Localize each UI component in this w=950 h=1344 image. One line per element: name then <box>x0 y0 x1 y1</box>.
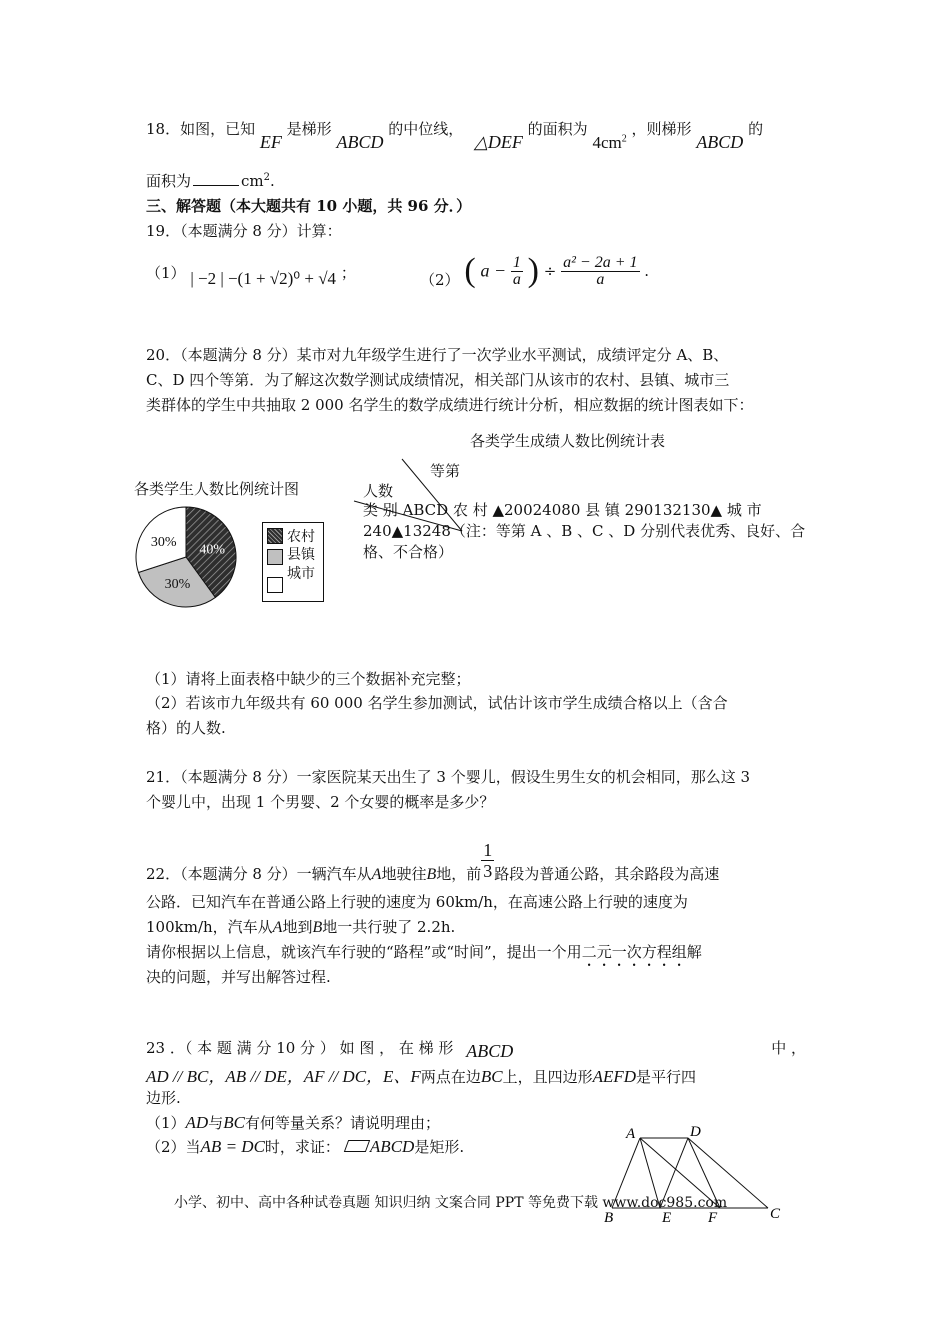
q18-line2 <box>146 170 275 191</box>
q22-point-b: B <box>426 865 437 883</box>
q23-line1 <box>146 1037 806 1061</box>
label-c: C <box>770 1206 781 1222</box>
label-d: D <box>690 1124 701 1140</box>
q22-fraction <box>481 840 494 881</box>
q22-line1 <box>146 840 719 886</box>
q22-text: 100km/h，汽车从 <box>146 918 273 936</box>
label-e: E <box>662 1210 672 1226</box>
q19-frac1-den: a <box>512 270 521 288</box>
pie-slice-label: 30% <box>164 577 191 593</box>
q22-text: 地，前 <box>436 864 482 883</box>
q18-answer-blank[interactable] <box>193 185 239 186</box>
q19-part1 <box>146 262 356 288</box>
q21-line2: 个婴儿中，出现 1 个男婴、2 个女婴的概率是多少？ <box>146 793 495 811</box>
q18-text: 面积为 <box>146 172 192 190</box>
q23-line2 <box>146 1062 696 1087</box>
q18-text: 的中位线， <box>388 120 464 138</box>
header-grade: 等第 <box>430 462 461 480</box>
q18-unit: cm <box>241 172 264 190</box>
q22-line5: 决的问题，并写出解答过程. <box>146 968 331 986</box>
q19-paren-right: ) <box>527 252 539 289</box>
q18-area-value: 4cm <box>592 133 622 152</box>
q18-math-abcd: ABCD <box>336 132 384 152</box>
q23-text: （1） <box>146 1114 186 1132</box>
q22-text: 地到 <box>282 918 313 936</box>
label-f: F <box>708 1210 718 1226</box>
legend-swatch-rural <box>267 528 283 544</box>
legend-label-county: 县镇 <box>287 547 315 563</box>
parallelogram-icon <box>344 1140 370 1152</box>
q22-text: 请你根据以上信息，就该汽车行驶的“路程”或“时间”，提出一个用 <box>146 943 582 961</box>
q20-sub1: （1）请将上面表格中缺少的三个数据补充完整； <box>146 670 471 688</box>
q18-line1 <box>146 118 763 158</box>
q22-frac-den: 3 <box>483 861 493 881</box>
q18-text: 是梯形 <box>286 120 332 138</box>
label-b: B <box>604 1210 614 1226</box>
q18-math-abcd2: ABCD <box>696 132 744 152</box>
q23-text: 与 <box>208 1114 224 1132</box>
pie-slice-label: 40% <box>199 542 225 558</box>
q18-text: ，则梯形 <box>631 120 692 138</box>
table-title: 各类学生成绩人数比例统计表 <box>470 432 666 450</box>
q22-text: 解 <box>686 943 702 961</box>
q23-part1 <box>146 1112 440 1133</box>
pie-legend <box>262 522 324 602</box>
q20-line3: 类群体的学生中共抽取 2 000 名学生的数学成绩进行统计分析，相应数据的统计图表如下： <box>146 396 754 414</box>
q19-p1-label: （1） <box>146 264 186 282</box>
legend-swatch-county <box>267 549 283 565</box>
q19-title: 19．（本题满分 8 分）计算： <box>146 222 342 240</box>
q22-text: 22．（本题满分 8 分）一辆汽车从 <box>146 864 372 883</box>
q22-point-a2: A <box>272 919 283 936</box>
q23-part2 <box>146 1136 464 1157</box>
q18-text: 的面积为 <box>527 120 588 138</box>
q22-text: 地一共行驶了 2.2h. <box>322 918 456 936</box>
q23-math-aefd: AEFD <box>592 1067 637 1086</box>
legend-swatch-city <box>267 577 283 593</box>
pie-chart <box>134 505 244 610</box>
q22-line3 <box>146 916 455 937</box>
q23-text: 23 ．（ 本 题 满 分 10 分 ） 如 图 ， 在 梯 形 <box>146 1039 454 1057</box>
pie-slice-label: 30% <box>150 534 177 550</box>
q18-area-sup: 2 <box>621 133 627 145</box>
table-content: 类 别 ABCD 农 村 ▲20024080 县 镇 290132130▲ 城 市 240▲13248（注：等第 A 、B 、C 、D 分别代表优秀、良好、合格、不合格） <box>363 501 806 561</box>
q18-text: 的 <box>748 120 764 138</box>
pie-title: 各类学生人数比例统计图 <box>134 480 300 498</box>
q23-text: 是矩形. <box>414 1138 465 1156</box>
q20-line1: 20．（本题满分 8 分）某市对九年级学生进行了一次学业水平测试，成绩评定分 A、B、 <box>146 346 729 364</box>
q23-math-bc: BC <box>480 1067 503 1086</box>
q22-text: 地驶往 <box>381 864 427 883</box>
q22-frac-num: 1 <box>483 840 493 860</box>
q23-line3: 边形. <box>146 1089 181 1107</box>
q23-text: 两点在边 <box>420 1068 481 1086</box>
legend-label-city: 城市 <box>287 566 315 582</box>
q19-frac1-num: 1 <box>512 253 521 271</box>
q23-text: 是平行四 <box>636 1068 697 1086</box>
q19-p2-end: . <box>644 262 650 280</box>
q19-p2-a: a − <box>480 260 507 281</box>
q23-text: 有何等量关系？请说明理由； <box>244 1114 440 1132</box>
q22-emphasis: 二元一次方程组 <box>581 943 687 961</box>
q18-unit-sup: 2 <box>263 172 271 183</box>
q18-math-def: △DEF <box>474 132 523 152</box>
footer-watermark: 小学、初中、高中各种试卷真题 知识归纳 文案合同 PPT 等免费下载 www.doc985.com <box>174 1195 728 1211</box>
q19-frac2-num: a² − 2a + 1 <box>563 253 638 271</box>
q19-frac2-den: a <box>596 270 605 288</box>
q22-text: 路段为普通公路，其余路段为高速 <box>494 864 720 883</box>
label-a: A <box>626 1126 636 1142</box>
q23-text: （2）当 <box>146 1138 201 1156</box>
q18-area <box>592 133 626 152</box>
q20-sub2-line2: 格）的人数. <box>146 719 226 737</box>
q20-sub2-line1: （2）若该市九年级共有 60 000 名学生参加测试，试估计该市学生成绩合格以上（含合 <box>146 694 728 712</box>
q18-text: . <box>270 172 275 190</box>
q23-math-abcd: ABCD <box>466 1041 514 1061</box>
q19-paren-left: ( <box>464 252 476 289</box>
q19-frac1 <box>511 255 523 288</box>
q19-p1-end: ； <box>340 264 356 282</box>
legend-label-rural: 农村 <box>287 529 315 545</box>
q18-math-ef: EF <box>259 132 282 152</box>
q22-point-b2: B <box>312 919 323 936</box>
header-count: 人数 <box>363 482 394 500</box>
q20-line2: C、D 四个等第．为了解这次数学测试成绩情况，相关部门从该市的农村、县镇、城市三 <box>146 371 730 389</box>
q22-line2: 公路．已知汽车在普通公路上行驶的速度为 60km/h，在高速公路上行驶的速度为 <box>146 893 688 911</box>
q19-frac2 <box>561 255 639 288</box>
section-title: 三、解答题（本大题共有 10 小题，共 96 分．） <box>146 197 472 215</box>
q19-part2 <box>420 252 649 302</box>
q23-math-ad: AD <box>185 1113 209 1132</box>
q23-text: 时，求证： <box>264 1138 340 1156</box>
q23-math-equal: AB = DC <box>200 1137 265 1156</box>
q23-math-parallel: AD // BC，AB // DE，AF // DC，E、F <box>146 1067 421 1086</box>
q22-point-a: A <box>371 865 382 883</box>
q18-text: 18．如图，已知 <box>146 120 256 138</box>
q23-math-bc2: BC <box>223 1113 245 1132</box>
q19-p2-label: （2） <box>420 271 460 289</box>
q19-p1-expression: | −2 | −(1 + √2)⁰ + √4 <box>190 269 337 288</box>
trapezoid-figure <box>600 1120 790 1230</box>
q23-math-abcd2: ABCD <box>369 1137 415 1156</box>
q21-line1: 21．（本题满分 8 分）一家医院某天出生了 3 个婴儿，假设生男生女的机会相同，那么这 3 <box>146 768 751 786</box>
q23-text: 上，且四边形 <box>502 1068 593 1086</box>
q23-text: 中 ， <box>771 1039 806 1057</box>
q19-div: ÷ <box>543 262 557 280</box>
